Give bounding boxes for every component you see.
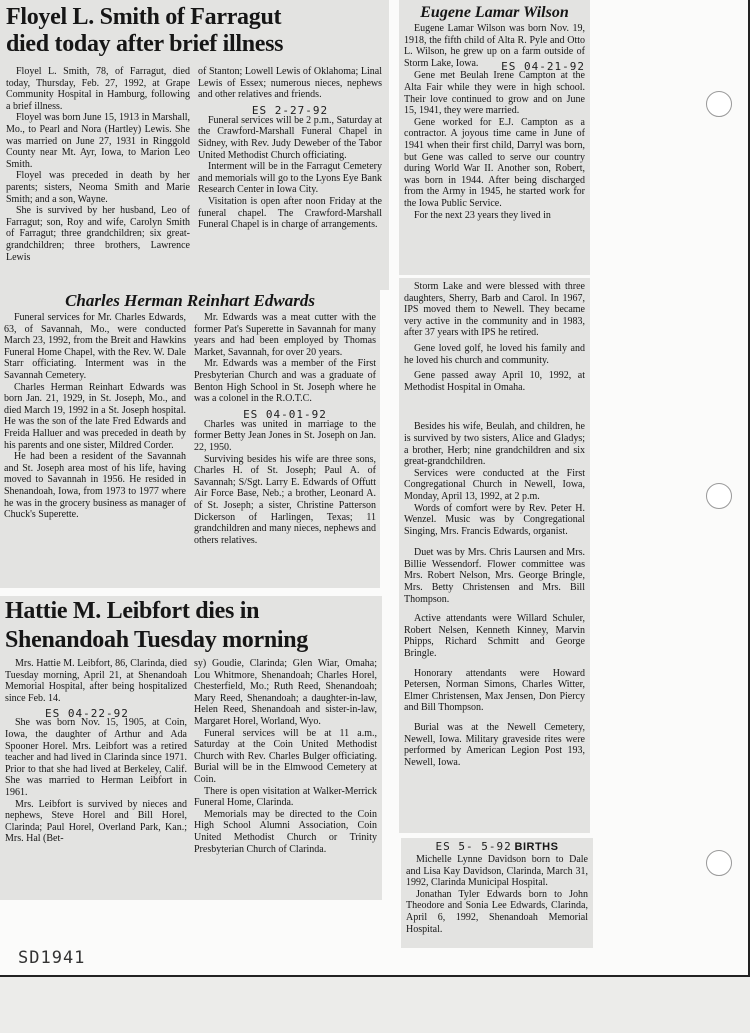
paragraph: Charles Herman Reinhart Edwards was born Jan. 21, 1929, in St. Joseph, Mo., and died March 19, 1992 in a St. Joseph hospital. He was the son of the late Fred Edwards and Freida Halluer and was preceded in death by his parents and one sister, Mildred Corder. (4, 381, 186, 451)
column-2 (198, 66, 382, 231)
paragraph: sy) Goudie, Clarinda; Glen Wiar, Omaha; Lou Whitmore, Shenandoah; Charles Horel, Chesterfield, Mo.; Ruth Reed, Shenandoah; Mary Reed, Shenandoah; a daughter-in-law, Helen Reed, Shenandoah and sister-in-law, Margaret Horel, Worland, Wyo. (194, 658, 377, 727)
column-1 (5, 658, 187, 845)
clipping-floyel-smith (0, 0, 389, 290)
handwritten-date: ES 04-01-92 (243, 407, 327, 421)
paragraph: He had been a resident of the Savannah and St. Joseph area most of his life, having moved to Savannah in 1956. He resided in Shenandoah, Iowa, from 1973 to 1977 where he was in the grocery business as manager of Chuck's Superette. (4, 451, 186, 521)
page-label: SD1941 (18, 948, 86, 968)
paragraph: For the next 23 years they lived in (414, 209, 551, 221)
paragraph: Storm Lake and were blessed with three daughters, Sherry, Barb and Carol. In 1967, IPS moved them to Newell. They became very active in the community and in 1983, after 37 years with IPS he retired. (404, 281, 585, 339)
clipping-hattie-leibfort (0, 596, 382, 900)
paragraph: Michelle Lynne Davidson born to Dale and Lisa Kay Davidson, Clarinda, March 31, 1992, Clarinda Municipal Hospital. (406, 854, 588, 889)
paragraph: Words of comfort were by Rev. Peter H. Wenzel. Music was by Congregational Singing, Mrs. Francis Edwards, organist. (404, 502, 585, 537)
paragraph: Funeral services will be 2 p.m., Saturday at the Crawford-Marshall Funeral Chapel in Sidney, with Rev. Judy Deweber of the Tabor United Methodist Church officiating. (198, 114, 382, 161)
section-heading: BIRTHS (514, 841, 559, 853)
scan-background (0, 977, 750, 1033)
paragraph: Visitation is open after noon Friday at the funeral chapel. The Crawford-Marshall Funeral Chapel is in charge of arrangements. (198, 195, 382, 231)
handwritten-date: ES 04-21-92 (501, 60, 585, 74)
binder-hole-bottom (706, 850, 732, 876)
headline-line-1: Floyel L. Smith of Farragut (6, 4, 282, 30)
paragraph: Gene worked for E.J. Campton as a contractor. A joyous time came in June of 1941 when their first child, Darryl was born, but Gene was called to serve our country during World War II. Another son, Robert, was born in 1944. After being discharged from the Army in 1945, he started work for the Iowa Public Service. (404, 116, 585, 209)
clipping-eugene-wilson-part-2 (399, 278, 590, 833)
headline-line-2: Shenandoah Tuesday morning (5, 627, 309, 653)
paragraph: She was born Nov. 15, 1905, at Coin, Iowa, the daughter of Arthur and Ada Spooner Horel. Mrs. Leibfort was a retired teacher and had lived in Clarinda since 1971. Prior to that she had lived at Berkeley, Calif. She was married to Herman Leibfort in 1961. (5, 717, 187, 798)
paragraph: Memorials may be directed to the Coin High School Alumni Association, Coin United Methodist Church or Trinity Presbyterian Church of Clarinda. (194, 808, 377, 855)
paragraph: Gene loved golf, he loved his family and he loved his church and community. (404, 342, 585, 366)
paragraph: Mrs. Leibfort is survived by nieces and nephews, Steve Horel and Bill Horel, Clarinda; Paul Horel, Overland Park, Kan.; Mrs. Hal (Bet- (5, 798, 187, 845)
paragraph: Mrs. Hattie M. Leibfort, 86, Clarinda, died Tuesday morning, April 21, at Shenandoah Memorial Hospital, after being hospitalized since Feb. 14. (5, 658, 187, 704)
paragraph: Interment will be in the Farragut Cemetery and memorials will go to the Lyons Eye Bank Research Center in Iowa City. (198, 161, 382, 196)
paragraph: Funeral services will be at 11 a.m., Saturday at the Coin United Methodist Church with Rev. Charles Bulger officiating. Burial will be in the Elmwood Cemetery at Coin. (194, 727, 377, 785)
paragraph: Active attendants were Willard Schuler, Robert Nelsen, Kenneth Kinney, Marvin Phipps, Richard Schmitt and George Bringle. (404, 613, 585, 660)
paragraph: Floyel was preceded in death by her parents; sisters, Neoma Smith and Marie Smith; and a son, Wayne. (6, 170, 190, 205)
paragraph: She is survived by her husband, Leo of Farragut; son, Roy and wife, Carolyn Smith of Farragut; three grandchildren; six great-grandchildren; three brothers, Lawrence Lewis (6, 205, 190, 263)
paragraph: Floyel was born June 15, 1913 in Marshall, Mo., to Pearl and Nora (Hartley) Lewis. She was married on June 27, 1931 in Ringgold County near Mt. Ayr, Iowa, to Marion Leo Smith. (6, 112, 190, 170)
paragraph: of Stanton; Lowell Lewis of Oklahoma; Linal Lewis of Essex; numerous nieces, nephews and other relatives and friends. (198, 66, 382, 101)
column-1 (6, 66, 190, 263)
headline: Charles Herman Reinhart Edwards (65, 291, 315, 310)
paragraph: Funeral services for Mr. Charles Edwards, 63, of Savannah, Mo., were conducted March 23, 1992, from the Breit and Hawkins Funeral Home Chapel, with the Rev. W. Dale Starr officiating. Interment was in the Savannah Cemetery. (4, 312, 186, 381)
clipping-charles-edwards (0, 290, 380, 588)
paragraph: Gene passed away April 10, 1992, at Methodist Hospital in Omaha. (404, 370, 585, 393)
headline-line-2: died today after brief illness (6, 31, 284, 57)
column-2 (194, 312, 376, 546)
paragraph: Besides his wife, Beulah, and children, he is survived by two sisters, Alice and Gladys; a brother, Herb; nine grandchildren and six great-grandchildren. (404, 421, 585, 468)
clipping-births (401, 838, 593, 948)
paragraph: There is open visitation at Walker-Merrick Funeral Home, Clarinda. (194, 785, 377, 809)
paragraph: Surviving besides his wife are three sons, Charles H. of St. Joseph; Paul A. of Savannah; S/Sgt. Larry E. Edwards of Offutt Air Force Base, Neb.; a brother, Leonard A. of St. Joseph; a sister, Christine Patterson Dickerson of Harlingen, Texas; 11 grandchildren and many nieces, nephews and others relatives. (194, 453, 376, 546)
paragraph: Mr. Edwards was a member of the First Presbyterian Church and was a graduate of Benton High School in St. Joseph where he was a colonel in the R.O.T.C. (194, 358, 376, 405)
handwritten-date: ES 04-22-92 (45, 707, 129, 721)
paragraph: Jonathan Tyler Edwards born to John Theodore and Sonia Lee Edwards, Clarinda, April 6, 1992, Shenandoah Memorial Hospital. (406, 888, 588, 935)
column-2 (194, 658, 377, 855)
handwritten-date: ES 2-27-92 (251, 103, 329, 117)
paragraph: Honorary attendants were Howard Petersen, Norman Simons, Charles Witter, Elmer Christensen, Max Jensen, Don Piercy and Bill Thompson. (404, 667, 585, 714)
paragraph: Charles was united in marriage to the former Betty Jean Jones in St. Joseph on Jan. 22, 1950. (194, 418, 376, 453)
paragraph: Floyel L. Smith, 78, of Farragut, died today, Thursday, Feb. 27, 1992, at Grape Community Hospital in Hamburg, following a brief illness. (6, 66, 190, 112)
headline: Eugene Lamar Wilson (420, 4, 569, 21)
paragraph: Burial was at the Newell Cemetery, Newell, Iowa. Military graveside rites were performed by American Legion Post 193, Newell, Iowa. (404, 722, 585, 768)
binder-hole-top (706, 91, 732, 117)
paragraph: Gene met Beulah Irene Campton at the Alta Fair while they were in high school. Their love continued to grow and on June 15, 1941, they were married. (404, 70, 585, 117)
paragraph: Duet was by Mrs. Chris Laursen and Mrs. Billie Wessendorf. Flower committee was Mrs. Robert Nelson, Mrs. George Bringle, Mrs. Betty Christensen and Mrs. Bill Thompson. (404, 547, 585, 605)
paragraph: Services were conducted at the First Congregational Church in Newell, Iowa, Monday, April 13, 1992, at 2 p.m. (404, 467, 585, 502)
binder-hole-middle (706, 483, 732, 509)
clipping-eugene-wilson-part-1 (399, 0, 590, 275)
paragraph: Mr. Edwards was a meat cutter with the former Pat's Superette in Savannah for many years and had been employed by Thomas Market, Savannah, for over 20 years. (194, 312, 376, 358)
column-1 (4, 312, 186, 521)
headline-line-1: Hattie M. Leibfort dies in (5, 598, 260, 624)
handwritten-date: ES 5- 5-92 (435, 840, 512, 853)
paragraph: Eugene Lamar Wilson was born Nov. 19, 1918, the fifth child of Alta R. Pyle and Otto L. Wilson, he grew up on a farm outside of Storm Lake, Iowa. (404, 23, 585, 69)
